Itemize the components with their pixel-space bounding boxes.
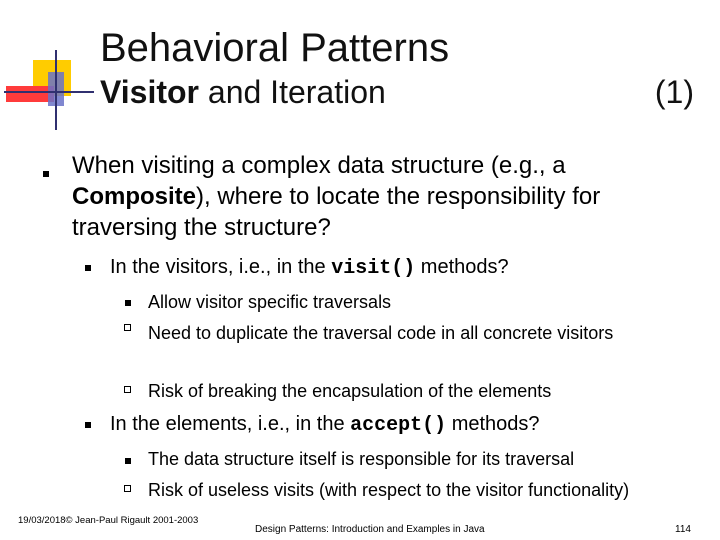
slide-title: Behavioral Patterns: [100, 26, 450, 70]
bullet-hollow: [124, 324, 131, 331]
subtitle-rest: and Iteration: [199, 74, 386, 110]
bullet-hollow: [124, 485, 131, 492]
footer-copyright: 19/03/2018© Jean-Paul Rigault 2001-2003: [18, 515, 199, 526]
main-text-bold: Composite: [72, 183, 197, 210]
page-number: 114: [675, 524, 691, 535]
bullet-square: [85, 422, 91, 428]
visitors-item: Need to duplicate the traversal code in all concrete visitors: [148, 323, 614, 343]
elements-item: Risk of useless visits (with respect to the visitor functionality): [148, 480, 630, 500]
elements-item: The data structure itself is responsible for its traversal: [148, 449, 575, 469]
footer-course-title: Design Patterns: Introduction and Examples in Java: [255, 524, 485, 535]
elements-text-post: methods?: [446, 413, 540, 435]
elements-text-pre: In the elements, i.e., in the: [110, 413, 351, 435]
visitors-code: visit(): [331, 257, 416, 280]
logo-vertical-line: [55, 50, 57, 130]
bullet-hollow: [124, 386, 131, 393]
visitors-text-pre: In the visitors, i.e., in the: [110, 256, 332, 278]
slide-subtitle: [100, 72, 386, 112]
logo-red-bar: [6, 86, 54, 102]
slide-part-number: (1): [654, 74, 694, 110]
subtitle-bold: Visitor: [100, 74, 199, 110]
main-text-pre: When visiting a complex data structure (e.g., a: [72, 152, 566, 179]
main-text-post: ), where to locate the responsibility for traversing the structure?: [72, 183, 601, 241]
visitors-item: Risk of breaking the encapsulation of the elements: [148, 381, 552, 401]
elements-option: [110, 411, 700, 439]
logo-horizontal-line: [4, 91, 94, 93]
elements-code: accept(): [350, 414, 447, 437]
bullet-square: [125, 458, 131, 464]
visitors-text-post: methods?: [415, 256, 509, 278]
visitors-item: Allow visitor specific traversals: [148, 292, 392, 312]
bullet-square: [125, 300, 131, 306]
main-question: [72, 150, 702, 243]
bullet-square: [85, 265, 91, 271]
bullet-square: [43, 171, 49, 177]
visitors-option: [110, 254, 700, 282]
